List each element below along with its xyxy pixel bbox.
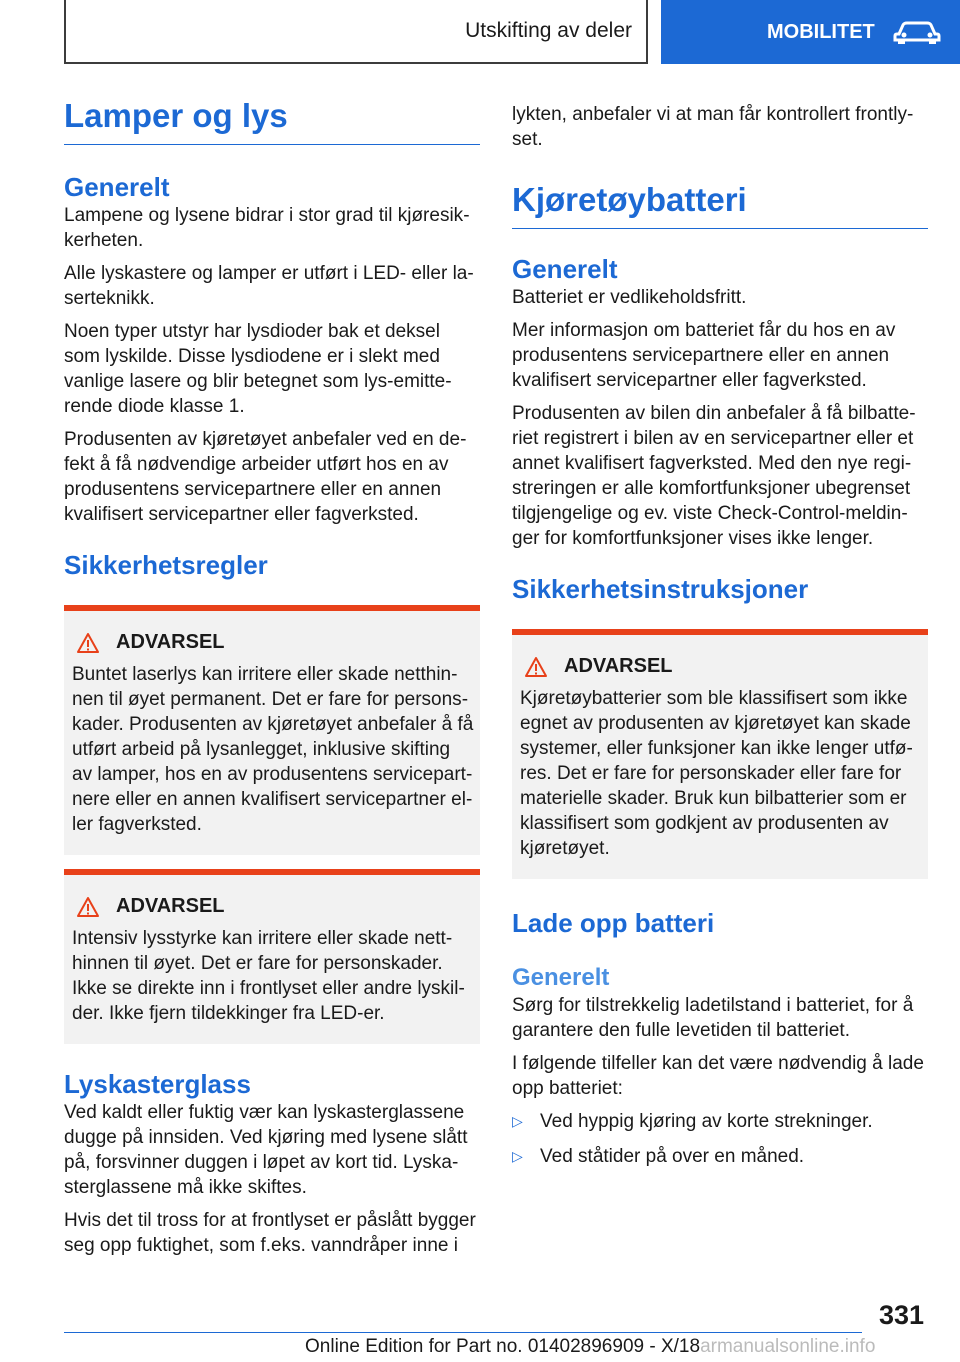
paragraph: Sørg for tilstrekkelig ladetilstand i batteriet, for å garantere den fulle levetiden til batteriet. — [512, 995, 914, 1041]
right-column — [512, 96, 928, 1179]
header-chapter-title: MOBILITET — [767, 20, 875, 43]
heading-safety-instructions: Sikkerhetsinstruksjoner — [512, 574, 809, 604]
header-section-title: Utskifting av deler — [465, 19, 632, 42]
warning-header — [72, 631, 474, 654]
paragraph: Ved kaldt eller fuktig vær kan lyskasterglassene dugge på innsiden. Ved kjøring med lysene slått på, forsvinner duggen i løpet av kort tid. Lyskasterglassene må ikke skiftes. — [64, 1102, 468, 1198]
heading-generelt: Generelt — [512, 254, 618, 284]
section-title-lamps: Lamper og lys — [64, 96, 480, 145]
page-number: 331 — [878, 1300, 924, 1330]
header-chapter-tab — [661, 0, 960, 64]
left-column — [64, 96, 480, 1266]
footer-watermark: armanualsonline.info — [700, 1336, 876, 1357]
warning-header — [520, 655, 922, 678]
paragraph: Batteriet er vedlikeholdsfritt. — [512, 287, 747, 308]
warning-triangle-icon — [76, 632, 100, 654]
list-item — [512, 1144, 928, 1169]
car-icon — [893, 20, 941, 44]
paragraph: Alle lyskastere og lamper er utført i LED- eller laserteknikk. — [64, 263, 474, 309]
warning-box — [512, 629, 928, 879]
footer-divider — [64, 1332, 862, 1333]
triangle-bullet-icon: ▷ — [512, 1113, 523, 1129]
paragraph: Noen typer utstyr har lysdioder bak et deksel som lyskilde. Disse lysdiodene er i slekt med vanlige lasere og blir betegnet som lys-emitterende diode klasse 1. — [64, 321, 452, 417]
paragraph: Produsenten av kjøretøyet anbefaler ved en defekt å få nødvendige arbeider utført hos en av produsentens servicepartnere eller en annen kvalifisert servicepartner eller fagverksted. — [64, 429, 467, 525]
warning-label: ADVARSEL — [116, 895, 225, 917]
warning-header — [72, 895, 474, 918]
warning-label: ADVARSEL — [116, 631, 225, 653]
heading-charge-battery: Lade opp batteri — [512, 908, 715, 938]
warning-triangle-icon — [524, 656, 548, 678]
paragraph: lykten, anbefaler vi at man får kontrollert frontlyset. — [512, 104, 914, 150]
warning-box — [64, 869, 480, 1044]
heading-safety: Sikkerhetsregler — [64, 550, 268, 580]
triangle-bullet-icon: ▷ — [512, 1148, 523, 1164]
list-item-text: Ved hyppig kjøring av korte strekninger. — [540, 1111, 873, 1132]
warning-label: ADVARSEL — [564, 655, 673, 677]
warning-text: Buntet laserlys kan irritere eller skade netthinnen til øyet permanent. Det er fare for personskader. Produsenten av kjøretøyet anbefaler å få utført arbeid på lysanlegget, inklusive skifting av lamper, hos en av produsentens servicepartnere eller en annen kvalifisert servicepartner eller fagverksted. — [72, 664, 474, 835]
header-section-tab — [64, 0, 648, 64]
warning-text: Intensiv lysstyrke kan irritere eller skade netthinnen til øyet. Det er fare for personskader. Ikke se direkte inn i frontlyset eller andre lyskilder. Ikke fjern tildekkinger fra LED-er. — [72, 928, 465, 1024]
footer-edition — [305, 1336, 875, 1358]
footer-edition-text: Online Edition for Part no. 01402896909 - X/18 — [305, 1336, 701, 1357]
section-title-battery: Kjøretøybatteri — [512, 180, 928, 229]
heading-generelt: Generelt — [64, 172, 170, 202]
warning-text: Kjøretøybatterier som ble klassifisert som ikke egnet av produsenten av kjøretøyet kan skade systemer, eller funksjoner kan ikke lenger utføres. Det er fare for personskader eller fare for materielle skader. Bruk kun bilbatterier som er klassifisert som godkjent av produsenten av kjøretøyet. — [520, 688, 913, 859]
paragraph: Hvis det til tross for at frontlyset er påslått bygger seg opp fuktighet, som f.eks. vanndråper inne i — [64, 1210, 476, 1256]
paragraph: Lampene og lysene bidrar i stor grad til kjøresikkerheten. — [64, 205, 470, 251]
paragraph: I følgende tilfeller kan det være nødvendig å lade opp batteriet: — [512, 1053, 924, 1099]
warning-box — [64, 605, 480, 855]
list-item-text: Ved ståtider på over en måned. — [540, 1146, 805, 1167]
heading-headlight-glass: Lyskasterglass — [64, 1069, 251, 1099]
bullet-list — [512, 1109, 928, 1169]
warning-triangle-icon — [76, 896, 100, 918]
subheading-generelt: Generelt — [512, 964, 610, 991]
list-item — [512, 1109, 928, 1134]
paragraph: Mer informasjon om batteriet får du hos en av produsentens servicepartnere eller en annen kvalifisert servicepartner eller fagverksted. — [512, 320, 896, 391]
paragraph: Produsenten av bilen din anbefaler å få bilbatteriet registrert i bilen av en servicepartner eller et annet kvalifisert fagverksted. Med den nye registreringen er alle komfortfunksjoner ubegrenset tilgjengelige og ev. viste Check-Control-meldinger for komfortfunksjoner vises ikke lenger. — [512, 403, 916, 549]
